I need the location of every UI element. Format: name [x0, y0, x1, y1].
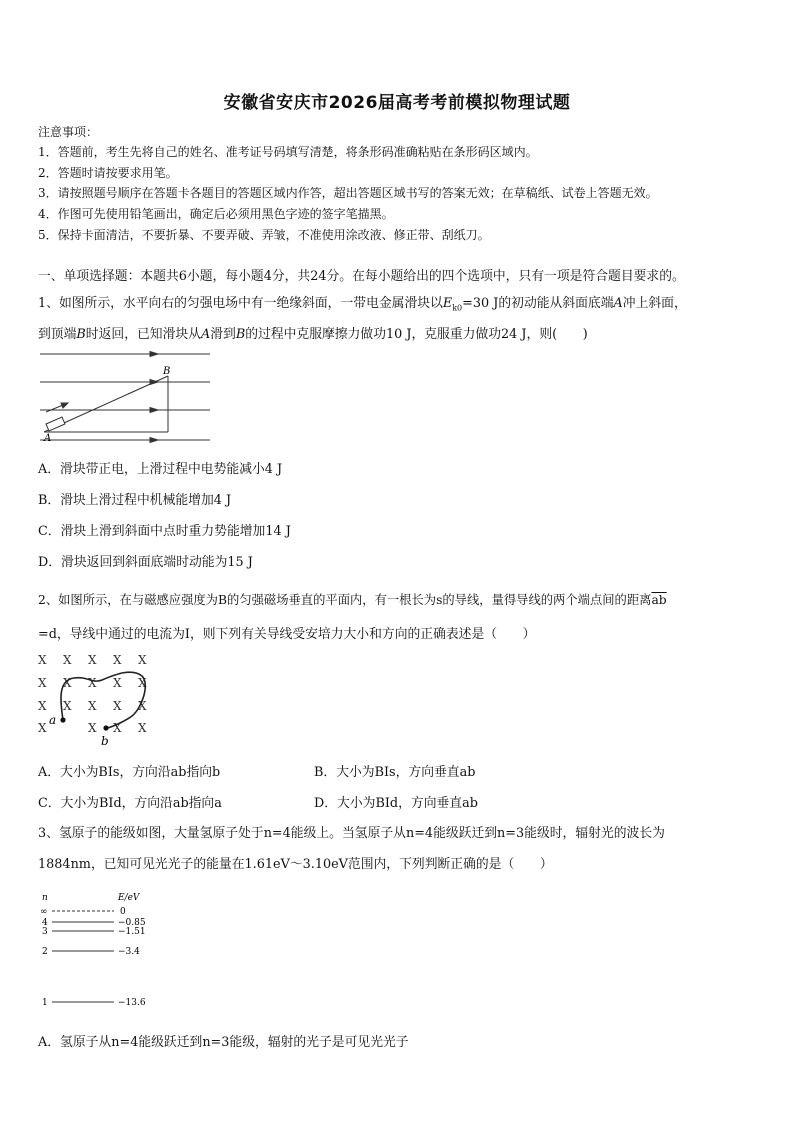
q1-text: =30 J的初动能从斜面底端 [462, 296, 614, 311]
energy-header: E/eV [118, 893, 140, 903]
endpoint-b [103, 725, 108, 730]
q1-stem-line2 [38, 323, 588, 342]
field-x-mark: X [63, 676, 72, 690]
q1-incline-figure [38, 348, 214, 444]
field-x-mark: X [113, 676, 122, 690]
level-energy-label: 0 [120, 907, 126, 917]
q2-text: 2、如图所示，在与磁感应强度为B的匀强磁场垂直的平面内，有一根长为s的导线，量得导线的两个端点间的距离 [38, 593, 652, 607]
q1-stem-line1 [38, 292, 687, 313]
q2-option-b: B．大小为BIs，方向垂直ab [314, 765, 476, 780]
current-wire [61, 672, 145, 728]
q2-magnetic-field-figure [36, 650, 160, 750]
segment-ab: $\overline{ab}$ [651, 593, 667, 607]
field-x-mark: X [138, 699, 147, 713]
field-x-mark: X [88, 653, 97, 667]
section-heading: 一、单项选择题：本题共6小题，每小题4分，共24分。在每小题给出的四个选项中，只有一项是符合题目要求的。 [38, 269, 685, 284]
field-x-mark: X [38, 676, 47, 690]
point-a: A [613, 296, 623, 311]
q2-option-d: D．大小为BId，方向垂直ab [314, 796, 478, 811]
ek-symbol: E [442, 296, 453, 311]
level-n-label: 3 [42, 927, 48, 937]
field-x-mark: X [38, 699, 47, 713]
field-arrow [150, 408, 158, 413]
q2-stem-line2: =d，导线中通过的电流为I，则下列有关导线受安培力大小和方向的正确表述是（ ） [38, 627, 536, 642]
level-n-label: 4 [42, 918, 48, 928]
field-x-mark: X [88, 721, 97, 735]
q1-option-b: B．滑块上滑过程中机械能增加4 J [38, 493, 232, 508]
point-b: B [235, 327, 246, 342]
velocity-arrowhead [61, 403, 68, 408]
level-n-label: ∞ [40, 907, 48, 917]
slider-block [46, 417, 65, 431]
field-x-mark: X [38, 653, 47, 667]
q1-text: 滑到 [210, 327, 236, 342]
q1-text: 时返回，已知滑块从 [85, 327, 201, 342]
label-b: b [101, 734, 109, 748]
q1-text: 的过程中克服摩擦力做功10 J，克服重力做功24 J，则( ) [245, 327, 588, 342]
notice-item: 4．作图可先使用铅笔画出，确定后必须用黑色字迹的签字笔描黑。 [38, 207, 394, 221]
field-arrow [150, 438, 158, 443]
field-x-mark: X [113, 699, 122, 713]
level-energy-label: −3.4 [118, 947, 140, 957]
point-b: B [76, 327, 86, 342]
q3-stem-line1: 3、氢原子的能级如图，大量氢原子处于n=4能级上。当氢原子从n=4能级跃迁到n=3能级时，辐射光的波长为 [38, 826, 665, 841]
field-x-mark: X [113, 721, 122, 735]
level-n-label: 2 [42, 947, 48, 957]
field-x-mark: X [63, 699, 72, 713]
field-x-mark: X [138, 653, 147, 667]
q1-text: 1、如图所示，水平向右的匀强电场中有一绝缘斜面，一带电金属滑块以 [38, 296, 443, 311]
field-x-mark: X [88, 699, 97, 713]
notice-item: 5．保持卡面清洁，不要折暴、不要弄破、弄皱，不准使用涂改液、修正带、刮纸刀。 [38, 228, 490, 242]
page-title: 安徽省安庆市2026届高考考前模拟物理试题 [223, 93, 571, 113]
q3-stem-line2: 1884nm，已知可见光光子的能量在1.61eV～3.10eV范围内，下列判断正确的是（ ） [38, 857, 553, 872]
q1-option-d: D．滑块返回到斜面底端时动能为15 J [38, 555, 253, 570]
q2-option-a: A．大小为BIs，方向沿ab指向b [38, 765, 221, 780]
field-x-mark: X [38, 721, 47, 735]
q1-text: 冲上斜面， [622, 296, 687, 311]
notice-item: 3．请按照题号顺序在答题卡各题目的答题区域内作答，超出答题区域书写的答案无效；在草稿纸、试卷上答题无效。 [38, 186, 658, 200]
label-a: a [49, 713, 57, 727]
field-arrow [150, 352, 158, 357]
field-x-mark: X [88, 676, 97, 690]
field-x-mark: X [138, 721, 147, 735]
field-x-mark: X [138, 676, 147, 690]
notice-heading: 注意事项： [38, 125, 99, 139]
q2-option-c: C．大小为BId，方向沿ab指向a [38, 796, 222, 811]
n-header: n [42, 893, 48, 903]
level-energy-label: −0.85 [118, 918, 146, 928]
q1-option-c: C．滑块上滑到斜面中点时重力势能增加14 J [38, 524, 291, 539]
q3-energy-level-diagram [38, 888, 168, 1012]
q3-option-a: A．氢原子从n=4能级跃迁到n=3能级，辐射的光子是可见光光子 [38, 1035, 409, 1050]
level-n-label: 1 [42, 998, 48, 1008]
label-b: B [163, 366, 171, 377]
field-x-mark: X [113, 653, 122, 667]
field-x-mark: X [63, 653, 72, 667]
q2-stem-line1 [38, 590, 667, 608]
notice-item: 1．答题前，考生先将自己的姓名、准考证号码填写清楚，将条形码准确粘贴在条形码区域内。 [38, 145, 538, 159]
q1-option-a: A．滑块带正电，上滑过程中电势能减小4 J [38, 462, 283, 477]
notice-item: 2．答题时请按要求用笔。 [38, 166, 178, 180]
endpoint-a [60, 717, 65, 722]
level-energy-label: −1.51 [118, 927, 146, 937]
q1-text: 到顶端 [38, 327, 77, 342]
ek-subscript: k0 [452, 303, 463, 313]
label-a: A [44, 433, 52, 444]
point-a: A [200, 327, 211, 342]
level-energy-label: −13.6 [118, 998, 146, 1008]
